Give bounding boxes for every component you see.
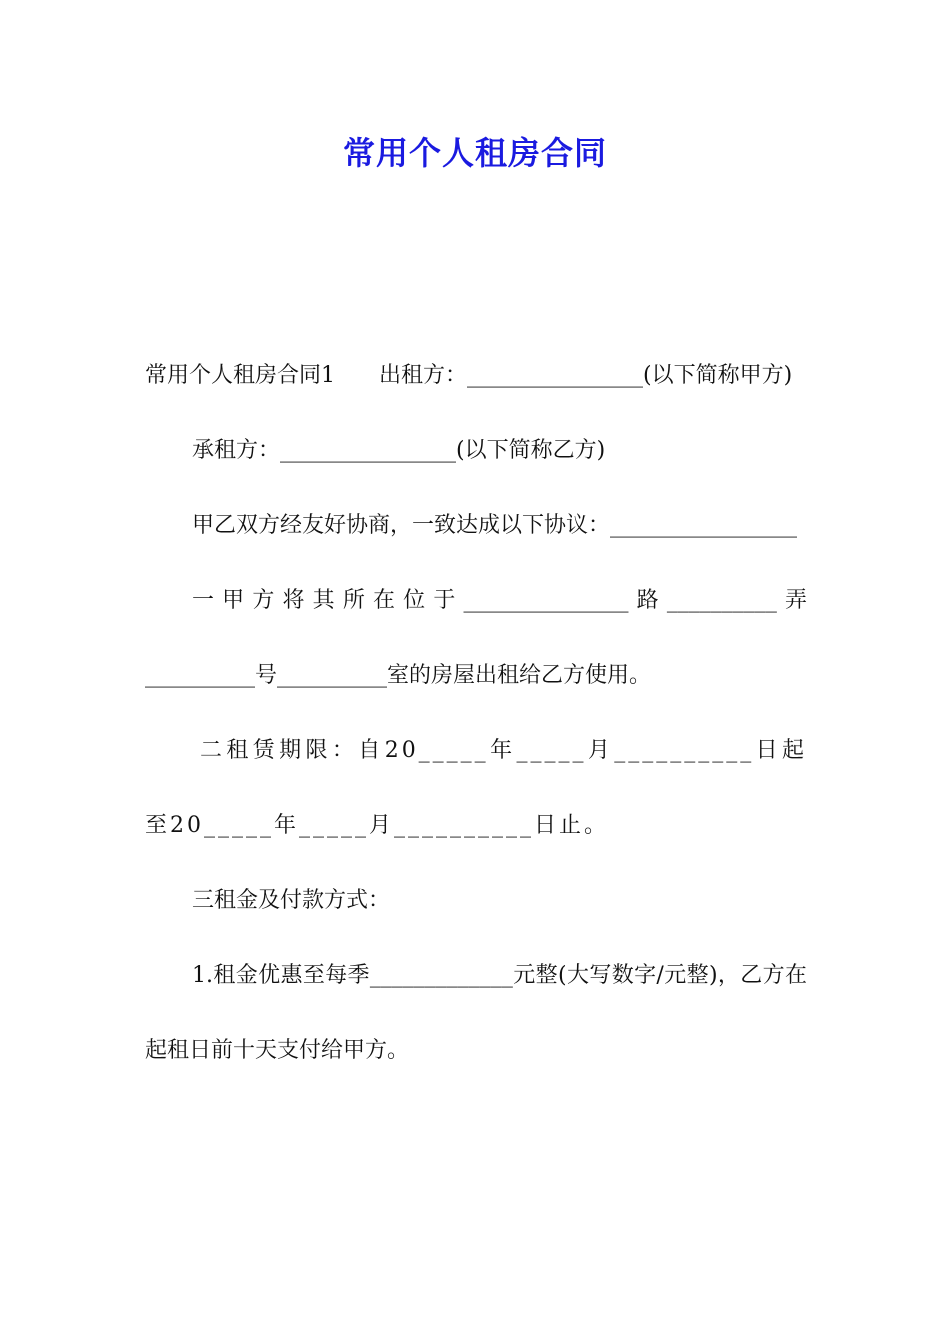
tenant-paragraph: 承租方：________________(以下简称乙方) — [192, 438, 606, 463]
clause-property-location: 一甲方将其所在位于_______________路__________弄__________号__________室的房屋出租给乙方使用。 — [145, 588, 807, 688]
document-title: 常用个人租房合同 — [342, 134, 607, 172]
clause-rent-payment: 1.租金优惠至每季_____________元整(大写数字/元整)，乙方在起租日前十天支付给甲方。 — [145, 963, 807, 1063]
clause-lease-term: 二租赁期限：自20_____年_____月__________日起至20_____年_____月__________日止。 — [145, 738, 807, 838]
clause-rent-heading: 三租金及付款方式： — [192, 888, 391, 913]
intro-paragraph: 常用个人租房合同1 出租方：________________(以下简称甲方) — [145, 363, 793, 388]
contract-body — [145, 338, 807, 1088]
agreement-paragraph: 甲乙双方经友好协商，一致达成以下协议：_________________ — [192, 513, 798, 538]
